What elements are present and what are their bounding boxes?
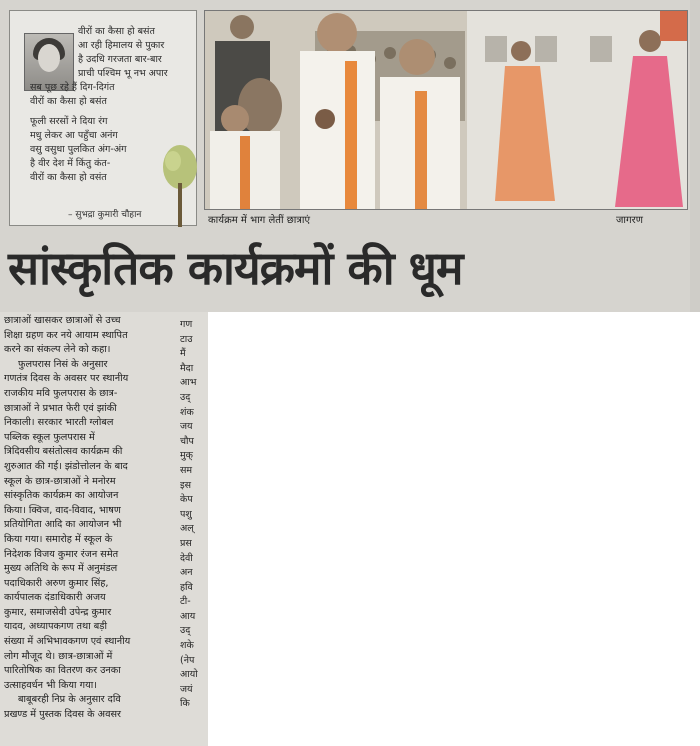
poem-line: सब पूछ रहे हैं दिग-दिगंत xyxy=(30,82,115,93)
article-body xyxy=(4,314,182,723)
adjacent-column-fragment xyxy=(180,318,206,712)
fragment: मैं xyxy=(180,348,186,360)
article-line: यादव, अध्यापकगण तथा बड़ी xyxy=(4,621,107,633)
article-line: बाबूबरही निप्र के अनुसार दवि xyxy=(18,694,121,706)
article-line: संख्या में अभिभावकगण एवं स्थानीय xyxy=(4,636,131,648)
article-line: करने का संकल्प लेने को कहा। xyxy=(4,344,111,356)
article-line: शिक्षा ग्रहण कर नये आयाम स्थापित xyxy=(4,329,128,341)
fragment: उद् xyxy=(180,625,191,637)
article-line: राजकीय मवि फुलपरास के छात्र- xyxy=(4,387,118,399)
event-photo xyxy=(204,10,688,210)
poem-line: वीरों का कैसा हो वसंत xyxy=(30,172,107,183)
article-line: गणतंत्र दिवस के अवसर पर स्थानीय xyxy=(4,373,129,385)
fragment: उद् xyxy=(180,391,191,403)
poem-line: वसु वसुधा पुलकित अंग-अंग xyxy=(30,144,127,155)
article-line: कार्यपालक दंडाधिकारी अजय xyxy=(4,592,106,604)
article-line: उत्साहवर्धन भी किया गया। xyxy=(4,679,97,691)
fragment: अल् xyxy=(180,523,194,535)
fragment: चौप xyxy=(180,435,194,447)
fragment: आय xyxy=(180,610,196,622)
article-line: निदेशक विजय कुमार रंजन समेत xyxy=(4,548,119,560)
poem-line: आ रही हिमालय से पुकार xyxy=(78,40,165,51)
fragment: मैदा xyxy=(180,362,194,374)
article-line: किया। क्विज, वाद-विवाद, भाषण xyxy=(4,504,121,516)
article-line: छात्राओं ने प्रभात फेरी एवं झांकी xyxy=(4,402,117,414)
fragment: जय xyxy=(180,421,193,433)
fragment: प्रस xyxy=(180,537,192,549)
fragment: केप xyxy=(180,494,193,506)
article-line: मुख्य अतिथि के रूप में अनुमंडल xyxy=(4,563,118,575)
article-line: कुमार, समाजसेवी उपेन्द्र कुमार xyxy=(4,606,112,618)
article-line: प्रतियोगिता आदि का आयोजन भी xyxy=(4,519,122,531)
poem-credit: – सुभद्रा कुमारी चौहान xyxy=(68,210,142,220)
fragment: शके xyxy=(180,640,194,652)
article-line: शुरुआत की गई। झंडोत्तोलन के बाद xyxy=(4,460,128,472)
photo-source: जागरण xyxy=(616,215,643,226)
poem-line: है वीर देश में किंतु कंत- xyxy=(30,158,111,169)
poem-line: वीरों का कैसा हो बसंत xyxy=(30,96,107,107)
fragment: कि xyxy=(180,698,190,710)
fragment: इस xyxy=(180,479,192,491)
article-line: छात्राओं खासकर छात्राओं से उच्च xyxy=(4,315,121,326)
poem-line: है उदधि गरजता बार-बार xyxy=(78,54,162,65)
fragment: आयो xyxy=(180,669,198,681)
article-line: प्रखण्ड में पुस्तक दिवस के अवसर xyxy=(4,709,121,721)
article-line: किया गया। समारोह में स्कूल के xyxy=(4,533,113,545)
article-line: स्कूल के छात्र-छात्राओं ने मनोरम xyxy=(4,475,116,487)
fragment: अन xyxy=(180,567,193,579)
fragment: आभ xyxy=(180,377,197,389)
article-line: पदाधिकारी अरुण कुमार सिंह, xyxy=(4,577,109,589)
fragment: (नेप xyxy=(180,654,195,666)
fragment: मुक् xyxy=(180,450,193,462)
article-line: पब्लिक स्कूल फुलपरास में xyxy=(4,431,95,443)
fragment: हवि xyxy=(180,581,193,593)
article-line: लोग मौजूद थे। छात्र-छात्राओं में xyxy=(4,650,113,662)
tree-illustration xyxy=(160,139,200,229)
poem-box xyxy=(9,10,197,226)
poem-line: फूली सरसों ने दिया रंग xyxy=(30,116,108,127)
fragment: टी- xyxy=(180,596,191,608)
poem-line: वीरों का कैसा हो बसंत xyxy=(78,26,155,37)
article-line: त्रिदिवसीय बसंतोत्सव कार्यक्रम की xyxy=(4,446,123,458)
photo-caption: कार्यक्रम में भाग लेतीं छात्राएं xyxy=(208,215,310,226)
fragment: पशु xyxy=(180,508,192,520)
fragment: देवी xyxy=(180,552,193,564)
fragment: टाउ xyxy=(180,333,193,345)
article-line: पारितोषिक का वितरण कर उनका xyxy=(4,665,121,677)
article-line: निकाली। सरकार भारती ग्लोबल xyxy=(4,417,114,429)
poem-line: मधु लेकर आ पहुँचा अनंग xyxy=(30,130,118,141)
fragment: जयं xyxy=(180,683,193,695)
article-line: फुलपरास निसं के अनुसार xyxy=(18,358,108,370)
fragment: सम xyxy=(180,464,193,476)
poem-line: प्राची पश्चिम भू नभ अपार xyxy=(78,68,168,79)
article-line: सांस्कृतिक कार्यक्रम का आयोजन xyxy=(4,490,119,502)
fragment: शंक xyxy=(180,406,194,418)
headline: सांस्कृतिक कार्यक्रमों की धूम xyxy=(8,241,463,295)
fragment: गण xyxy=(180,319,193,330)
